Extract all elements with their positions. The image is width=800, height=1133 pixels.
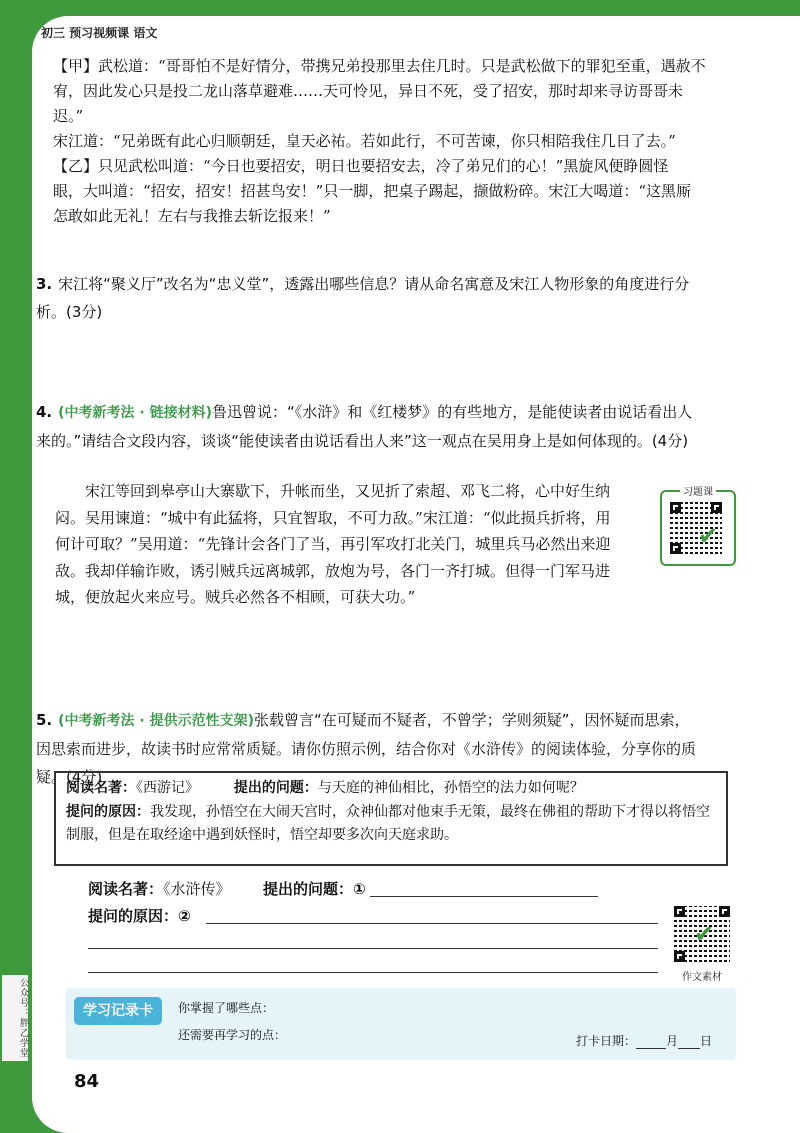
- qr-finder: [719, 906, 730, 917]
- qr-label: 作文素材: [682, 972, 722, 983]
- answer-line-question[interactable]: [370, 896, 598, 897]
- side-watermark: 公众号：胖乙学堂: [2, 975, 28, 1061]
- month-label: 月: [666, 1034, 679, 1048]
- answer-line[interactable]: [88, 972, 658, 973]
- answer-book-row: [88, 878, 366, 899]
- excerpt-line: 怎敢如此无礼！左右与我推去斩讫报来！”: [53, 207, 331, 225]
- day-label: 日: [700, 1034, 713, 1048]
- card-title: 学习记录卡: [74, 997, 162, 1025]
- date-label: 打卡日期：: [576, 1034, 637, 1048]
- qr-label: 习题课: [680, 487, 716, 498]
- month-blank[interactable]: [636, 1036, 666, 1049]
- checkmark-icon: ✔: [698, 522, 719, 550]
- answer-reason-label: 提问的原因：②: [88, 907, 191, 925]
- excerpt-wu-yong: 宋江等回到皋亭山大寨歇下，升帐而坐，又见折了索超、邓飞二将，心中好生纳闷。吴用谏道：“城中有此猛将，只宜智取，不可力敌。”宋江道：“似此损兵折将，用何计可取？”吴用道：“先锋计会各门了当，再引军攻打北关门，城里兵马必然出来迎敌。我却佯输诈败，诱引贼兵远离城郭，放炮为号，各门一齐打城。但得一门军马进城，便放起火来应号。贼兵必然各不相顾，可获大功。”: [55, 482, 611, 606]
- page-number: 84: [74, 1071, 100, 1092]
- page-header: 初三 预习视频课 语文: [41, 26, 158, 40]
- answer-book: 《水浒传》: [163, 880, 231, 898]
- excerpt-line: 【甲】武松道：“哥哥怕不是好情分，带携兄弟投那里去住几时。只是武松做下的罪犯至重，遇赦不: [53, 57, 706, 75]
- question-text: 鲁迅曾说：“《水浒》和《红楼梦》的有些地方，是能使读者由说话看出人来的。”请结合文段内容，谈谈“能使读者由说话看出人来”这一观点在吴用身上是如何体现的。(4分): [36, 403, 693, 450]
- excerpt-line: 【乙】只见武松叫道：“今日也要招安，明日也要招安去，冷了弟兄们的心！”黑旋风便睁圆怪: [53, 157, 669, 175]
- example-book: 《西游记》: [136, 780, 199, 796]
- question-tag: (中考新考法 · 链接材料): [58, 405, 213, 421]
- example-question: 与天庭的神仙相比，孙悟空的法力如何呢？: [317, 780, 584, 796]
- excerpt-jia-yi: [53, 54, 713, 229]
- answer-question-label: 提出的问题：①: [263, 880, 366, 898]
- example-reason: 我发现，孙悟空在大闹天宫时，众神仙都对他束手无策，最终在佛祖的帮助下才得以将悟空制服，但是在取经途中遇到妖怪时，悟空却要多次向天庭求助。: [66, 803, 710, 843]
- answer-book-label: 阅读名著：: [88, 880, 164, 898]
- card-mastered-label: 你掌握了哪些点：: [178, 1001, 275, 1015]
- day-blank[interactable]: [678, 1036, 700, 1049]
- excerpt-line: 宥，因此发心只是投二龙山落草避难……天可怜见，异日不死，受了招安，那时却来寻访哥哥未迟。”: [53, 82, 684, 125]
- study-record-card: [66, 988, 736, 1060]
- excerpt-line: 眼，大叫道：“招安，招安！招甚鸟安！”只一脚，把桌子踢起，撷做粉碎。宋江大喝道：“这黑厮: [53, 182, 692, 200]
- question-text: 宋江将“聚义厅”改名为“忠义堂”，透露出哪些信息？请从命名寓意及宋江人物形象的角度进行分析。(3分): [36, 275, 690, 321]
- qr-finder: [674, 951, 685, 962]
- question-tag: (中考新考法 · 提供示范性支架): [58, 713, 255, 729]
- question-4: [36, 398, 704, 455]
- qr-finder: [711, 502, 722, 513]
- question-text: 张载曾言“在可疑而不疑者，不曾学；学则须疑”，因怀疑而思索，因思索而进步，故读书时应常常质疑。请你仿照示例，结合你对《水浒传》的阅读体验，分享你的质疑。(4分): [36, 711, 697, 786]
- answer-line[interactable]: [206, 923, 658, 924]
- qr-finder: [674, 906, 685, 917]
- example-book-label: 阅读名著：: [66, 780, 136, 796]
- example-reason-label: 提问的原因：: [66, 803, 150, 820]
- question-number: 4.: [36, 403, 53, 421]
- card-review-label: 还需要再学习的点：: [178, 1028, 287, 1042]
- checkin-date: [576, 1032, 712, 1049]
- question-number: 3.: [36, 275, 53, 293]
- question-number: 5.: [36, 711, 53, 729]
- answer-line[interactable]: [88, 948, 658, 949]
- question-3: [36, 270, 704, 326]
- qr-code-essay[interactable]: [668, 900, 736, 983]
- qr-code-exercise[interactable]: [660, 487, 736, 566]
- qr-finder: [670, 502, 681, 513]
- qr-finder: [670, 543, 681, 554]
- checkmark-icon: ✔: [694, 920, 715, 948]
- excerpt-line: 宋江道：“兄弟既有此心归顺朝廷，皇天必祐。若如此行，不可苦谏，你只相陪我住几日了去。”: [53, 132, 676, 150]
- example-question-label: 提出的问题：: [233, 780, 318, 796]
- example-box: [54, 771, 728, 866]
